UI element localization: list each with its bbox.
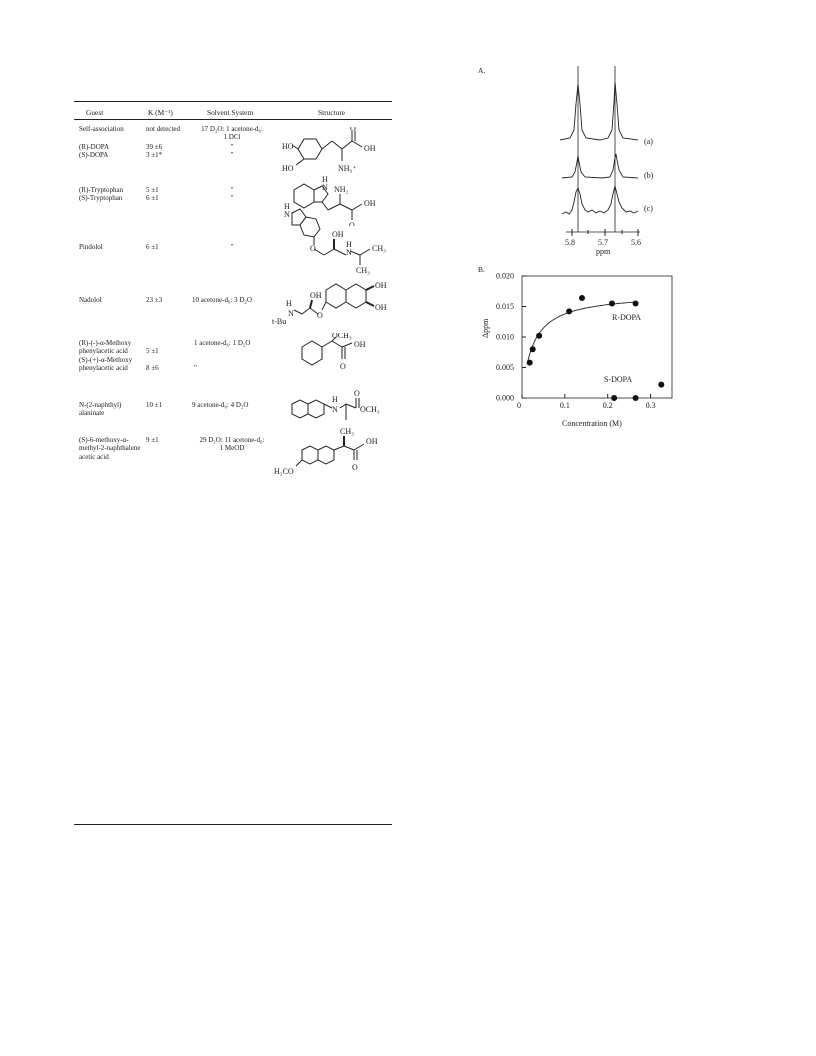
table-top-rule [74, 101, 392, 102]
nadolol-label-h: H [286, 299, 292, 308]
figure-b-label: B. [478, 265, 485, 274]
row-pindolol-guest: Pindolol [79, 243, 103, 251]
row-self-k: not detected [146, 125, 181, 133]
data-point [579, 295, 585, 301]
y-tick-label: 0.005 [496, 363, 514, 372]
figure-a-nmr [560, 64, 680, 264]
r-dopa-fit-curve [527, 302, 637, 364]
data-point [658, 382, 664, 388]
row-mpa-k: 5 ±1 8 ±6 [146, 347, 159, 373]
header-guest: Guest [86, 108, 104, 117]
header-solvent: Solvent System [207, 108, 254, 117]
structure-nadolol [272, 282, 392, 330]
pindolol-label-o: O [310, 244, 316, 253]
nadolol-label-oh-2: OH [375, 303, 387, 312]
figa-trace-c: (c) [644, 204, 653, 213]
series-label-r-dopa: R-DOPA [612, 313, 642, 322]
trp-label-h: H [322, 175, 328, 184]
header-structure: Structure [318, 108, 346, 117]
figa-trace-a: (a) [644, 137, 653, 146]
nap-label-o: O [352, 463, 358, 472]
y-tick-label: 0.010 [496, 332, 514, 342]
structure-pindolol [276, 203, 392, 275]
data-point [611, 395, 617, 401]
dopa-label-oh: OH [364, 144, 376, 153]
trp-label-n: N [322, 183, 328, 192]
figa-tick-56: 5.6 [631, 238, 641, 247]
figa-tick-57: 5.7 [598, 238, 608, 247]
pindolol-label-h: H [284, 203, 290, 211]
pindolol-label-nh-h: H [346, 240, 352, 249]
nadolol-label-n: N [288, 309, 294, 318]
dopa-label-nh3: NH₃⁺ [338, 164, 357, 173]
structure-methoxyphenylacetic [296, 333, 376, 373]
row-nap-solvent: 29 D₂O: 11 acetone-d₆: 1 MeOD [199, 436, 265, 453]
y-tick-label: 0.000 [496, 393, 514, 403]
chart-xlabel: Concentration (M) [562, 419, 622, 428]
row-self-guest: Self-association [79, 125, 124, 133]
dopa-label-o: O [350, 127, 356, 133]
dopa-label-ho-2: HO [282, 164, 294, 173]
mpa-label-oh: OH [354, 340, 366, 349]
row-mpa-guest: (R)-(-)-α-Methoxy phenylacetic acid (S)-(+)-α-Methoxy phenylacetic acid [79, 339, 133, 373]
nap-label-ch3: CH₃ [340, 428, 354, 436]
x-tick-label: 0.2 [602, 401, 613, 410]
trp-label-oh: OH [364, 199, 376, 208]
row-self-solvent: 17 D₂O: 1 acetone-d₆: 1 DCl [201, 125, 263, 142]
row-nal-guest: N-(2-naphthyl) alaninate [79, 401, 122, 418]
structure-naphthyl-alaninate [288, 390, 388, 432]
chart-ylabel: Δppm [481, 318, 490, 338]
nal-label-h: H [332, 395, 338, 404]
row-trp-k: 5 ±1 6 ±1 [146, 186, 159, 203]
row-pindolol-k: 6 ±1 [146, 243, 159, 251]
nap-label-oh: OH [366, 437, 378, 446]
mpa-label-o: O [340, 362, 346, 371]
pindolol-label-ch3-2: CH₃ [356, 266, 370, 275]
structure-naproxen [274, 428, 392, 476]
table-bottom-rule [74, 824, 392, 825]
y-tick-label: 0.015 [496, 302, 514, 311]
row-nal-k: 10 ±1 [146, 401, 163, 409]
pindolol-label-oh: OH [332, 230, 344, 239]
row-nap-guest: (S)-6-methoxy-α- methyl-2-naphthalene acetic acid [79, 436, 141, 461]
trp-label-o: O [349, 221, 355, 226]
data-point [633, 300, 639, 306]
figa-tick-58: 5.8 [565, 238, 575, 247]
row-dopa-solvent: " " [230, 143, 234, 160]
row-dopa-k: 39 ±6 3 ±1* [146, 143, 163, 160]
trp-label-nh2: NH₂ [334, 185, 349, 194]
pindolol-label-nh-n: N [346, 248, 352, 257]
row-trp-solvent: " " [230, 186, 234, 203]
figa-trace-b: (b) [644, 171, 654, 180]
series-label-s-dopa: S-DOPA [604, 375, 633, 384]
data-point [536, 333, 542, 339]
row-mpa-solvent: 1 acetone-d₆: 1 D₂O " [194, 339, 251, 373]
data-point [530, 346, 536, 352]
row-nadolol-solvent: 10 acetone-d₆: 3 D₂O [192, 296, 252, 304]
nadolol-label-tbu: t-Bu [272, 317, 287, 326]
nal-label-o: O [354, 390, 360, 398]
y-tick-label: 0.020 [496, 271, 514, 281]
row-dopa-guest: (R)-DOPA (S)-DOPA [79, 143, 110, 160]
row-pindolol-solvent: " [230, 243, 234, 251]
x-tick-label: 0 [517, 401, 521, 410]
pindolol-label-ch3-1: CH₃ [372, 244, 386, 253]
nap-label-h3co: H₃CO [274, 467, 294, 476]
dopa-label-ho-1: HO [282, 142, 294, 151]
figure-b-chart [476, 268, 692, 438]
row-nadolol-k: 23 ±3 [146, 296, 163, 304]
nal-label-n: N [332, 405, 338, 414]
row-nadolol-guest: Nadolol [79, 296, 102, 304]
header-k: K (M⁻¹) [148, 108, 173, 117]
row-trp-guest: (R)-Tryptophan (S)-Tryptophan [79, 186, 124, 203]
x-tick-label: 0.3 [645, 401, 656, 410]
mpa-label-och3: OCH₃ [332, 333, 352, 340]
nadolol-label-o: O [317, 311, 323, 320]
pindolol-label-n: N [284, 210, 290, 219]
data-point [566, 308, 572, 314]
chart-frame [522, 276, 672, 398]
structure-dopa [282, 127, 392, 179]
row-nal-solvent: 9 acetone-d₆: 4 D₂O [192, 401, 249, 409]
data-point [633, 395, 639, 401]
nal-label-och3: OCH₃ [360, 405, 380, 414]
x-tick-label: 0.1 [559, 401, 570, 410]
figa-axis-label: ppm [596, 247, 611, 256]
table-header-rule [74, 119, 392, 120]
data-point [527, 360, 533, 366]
data-point [609, 300, 615, 306]
nadolol-label-oh-1: OH [375, 282, 387, 290]
nadolol-label-oh-3: OH [310, 291, 322, 300]
figure-a-label: A. [478, 66, 486, 75]
row-nap-k: 9 ±1 [146, 436, 159, 444]
